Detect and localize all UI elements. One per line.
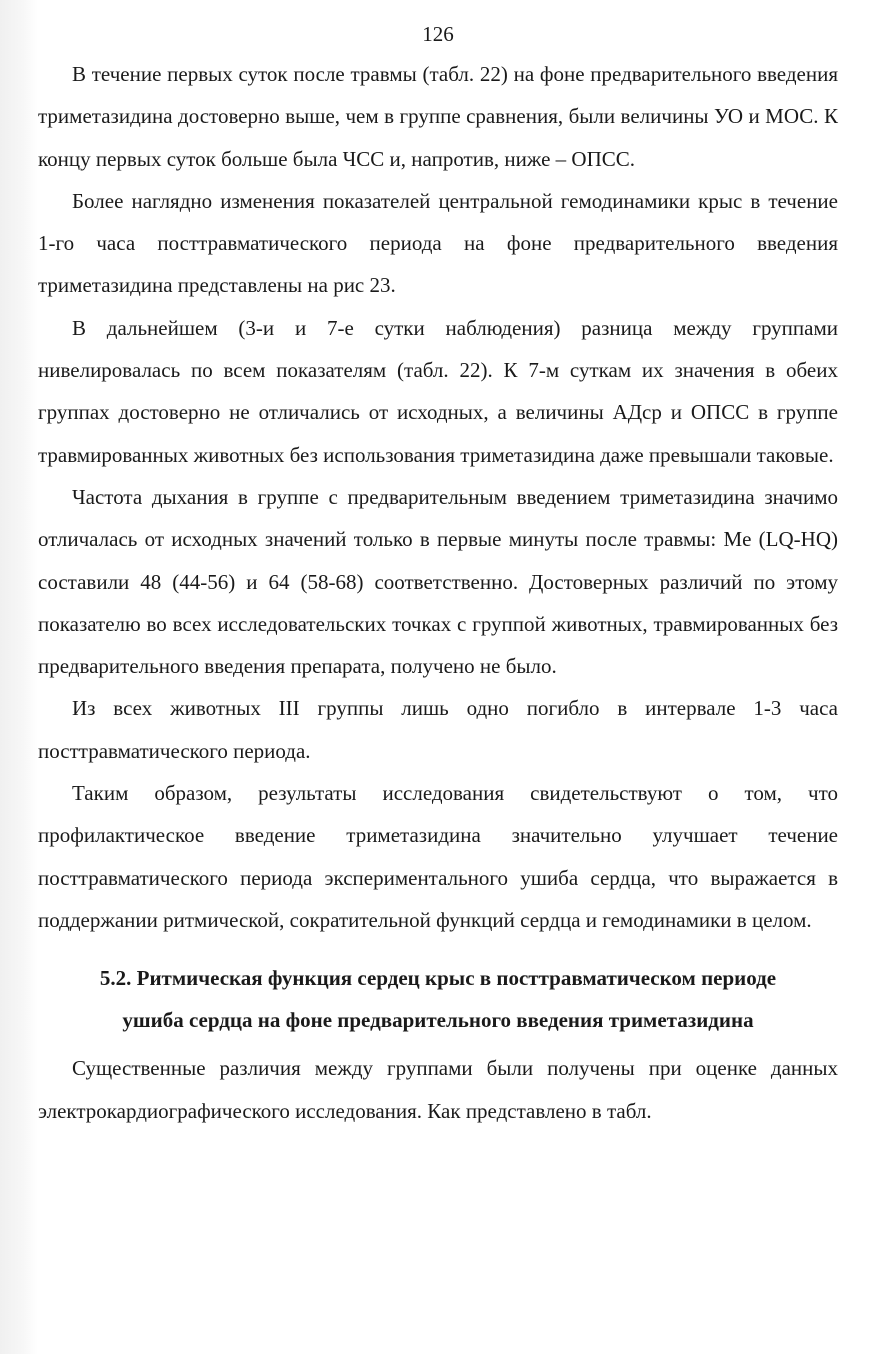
- section-heading-line-2: ушиба сердца на фоне предварительного введения триметазидина: [122, 1008, 754, 1033]
- paragraph-6: Таким образом, результаты исследования свидетельствуют о том, что профилактическое введение триметазидина значительно улучшает течение посттравматического периода экспериментального ушиба сердца, что выражается в поддержании ритмической, сократительной функций сердца и гемодинамики в целом.: [38, 781, 838, 932]
- paragraph-2: Более наглядно изменения показателей центральной гемодинамики крыс в течение 1-го часа посттравматического периода на фоне предварительного введения триметазидина представлены на рис 23.: [38, 188, 838, 298]
- section-heading: [38, 957, 838, 1041]
- paragraph-3: В дальнейшем (3-и и 7-е сутки наблюдения) разница между группами нивелировалась по всем показателям (табл. 22). К 7-м суткам их значения в обеих группах достоверно не отличались от исходных, а величины АДср и ОПСС в группе травмированных животных без использования триметазидина даже превышали таковые.: [38, 315, 838, 467]
- scan-shadow-edge: [0, 0, 38, 1354]
- body-text: [38, 53, 838, 1132]
- page-number: 126: [422, 22, 454, 46]
- document-page: [38, 0, 838, 1354]
- paragraph-1: В течение первых суток после травмы (табл. 22) на фоне предварительного введения триметазидина достоверно выше, чем в группе сравнения, были величины УО и МОС. К концу первых суток больше была ЧСС и, напротив, ниже – ОПСС.: [38, 62, 838, 171]
- paragraph-4: Частота дыхания в группе с предварительным введением триметазидина значимо отличалась от исходных значений только в первые минуты после травмы: Me (LQ-HQ) составили 48 (44-56) и 64 (58-68) соответственно. Достоверных различий по этому показателю во всех исследовательских точках с группой животных, травмированных без предварительного введения препарата, получено не было.: [38, 484, 838, 679]
- paragraph-7: Существенные различия между группами были получены при оценке данных электрокардиографического исследования. Как представлено в табл.: [38, 1056, 838, 1123]
- section-heading-line-1: 5.2. Ритмическая функция сердец крыс в посттравматическом периоде: [99, 966, 777, 991]
- paragraph-5: Из всех животных III группы лишь одно погибло в интервале 1-3 часа посттравматического периода.: [38, 696, 838, 763]
